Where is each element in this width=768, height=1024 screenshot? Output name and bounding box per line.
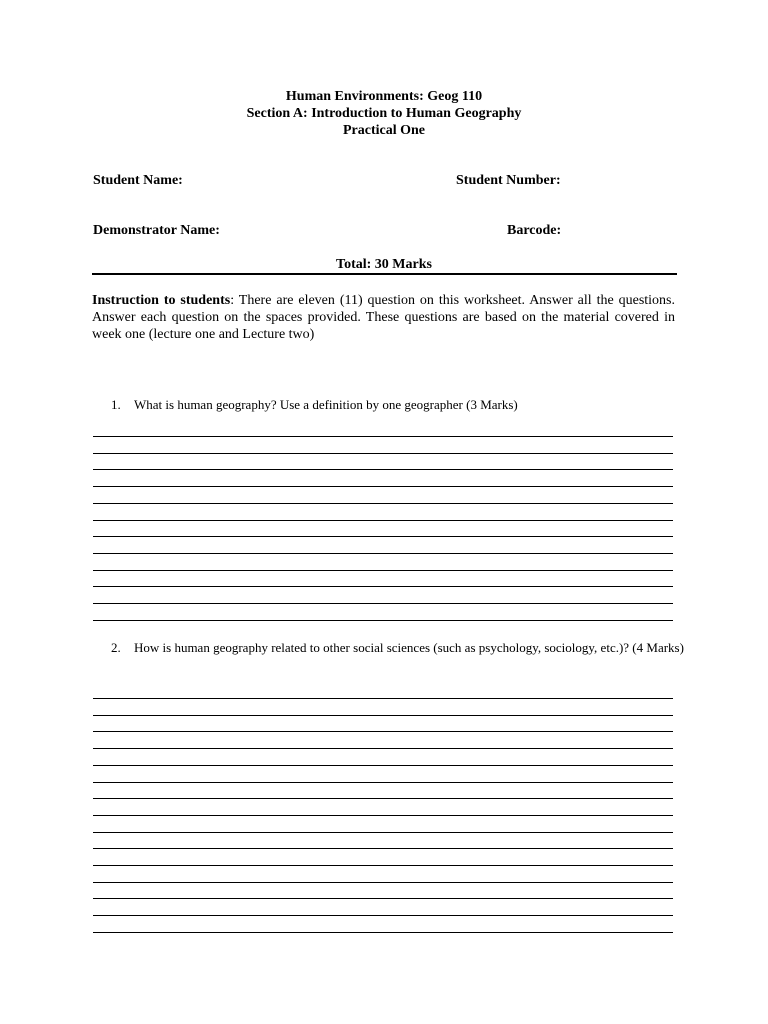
answer-line[interactable] <box>93 898 673 899</box>
barcode-label: Barcode: <box>507 223 562 238</box>
question-2-number: 2. <box>111 640 121 655</box>
question-1-number: 1. <box>111 397 121 412</box>
answer-line[interactable] <box>93 570 673 571</box>
answer-line[interactable] <box>93 731 673 732</box>
instructions-paragraph <box>92 292 675 343</box>
answer-line[interactable] <box>93 915 673 916</box>
answer-line[interactable] <box>93 503 673 504</box>
answer-line[interactable] <box>93 848 673 849</box>
course-title: Human Environments: Geog 110 <box>285 89 483 104</box>
answer-line[interactable] <box>93 486 673 487</box>
answer-line[interactable] <box>93 603 673 604</box>
instructions-body: : There are eleven (11) question on this worksheet. Answer all the questions. Answer each question on the spaces provided. These questions are based on the material covered in week one (lecture one and Lecture two) <box>92 293 676 342</box>
answer-line[interactable] <box>93 698 673 699</box>
answer-line[interactable] <box>93 748 673 749</box>
total-marks: Total: 30 Marks <box>336 257 432 272</box>
answer-line[interactable] <box>93 798 673 799</box>
header-divider <box>92 273 677 275</box>
instructions-lead: Instruction to students <box>92 293 231 308</box>
demonstrator-name-label: Demonstrator Name: <box>93 223 220 238</box>
answer-line[interactable] <box>93 536 673 537</box>
worksheet-header <box>0 88 768 139</box>
answer-line[interactable] <box>93 782 673 783</box>
answer-line[interactable] <box>93 620 673 621</box>
answer-line[interactable] <box>93 815 673 816</box>
section-title: Section A: Introduction to Human Geography <box>246 106 522 121</box>
answer-line[interactable] <box>93 932 673 933</box>
answer-line[interactable] <box>93 453 673 454</box>
student-name-label: Student Name: <box>93 173 183 188</box>
answer-line[interactable] <box>93 436 673 437</box>
answer-line[interactable] <box>93 765 673 766</box>
question-1-text: What is human geography? Use a definition by one geographer (3 Marks) <box>134 397 518 412</box>
practical-title: Practical One <box>342 123 426 138</box>
answer-line[interactable] <box>93 586 673 587</box>
answer-line[interactable] <box>93 882 673 883</box>
answer-line[interactable] <box>93 469 673 470</box>
answer-line[interactable] <box>93 715 673 716</box>
student-number-label: Student Number: <box>456 173 561 188</box>
answer-line[interactable] <box>93 520 673 521</box>
answer-line[interactable] <box>93 865 673 866</box>
answer-line[interactable] <box>93 553 673 554</box>
question-2-text: How is human geography related to other social sciences (such as psychology, sociology, etc.)? (4 Marks) <box>134 640 684 655</box>
answer-line[interactable] <box>93 832 673 833</box>
